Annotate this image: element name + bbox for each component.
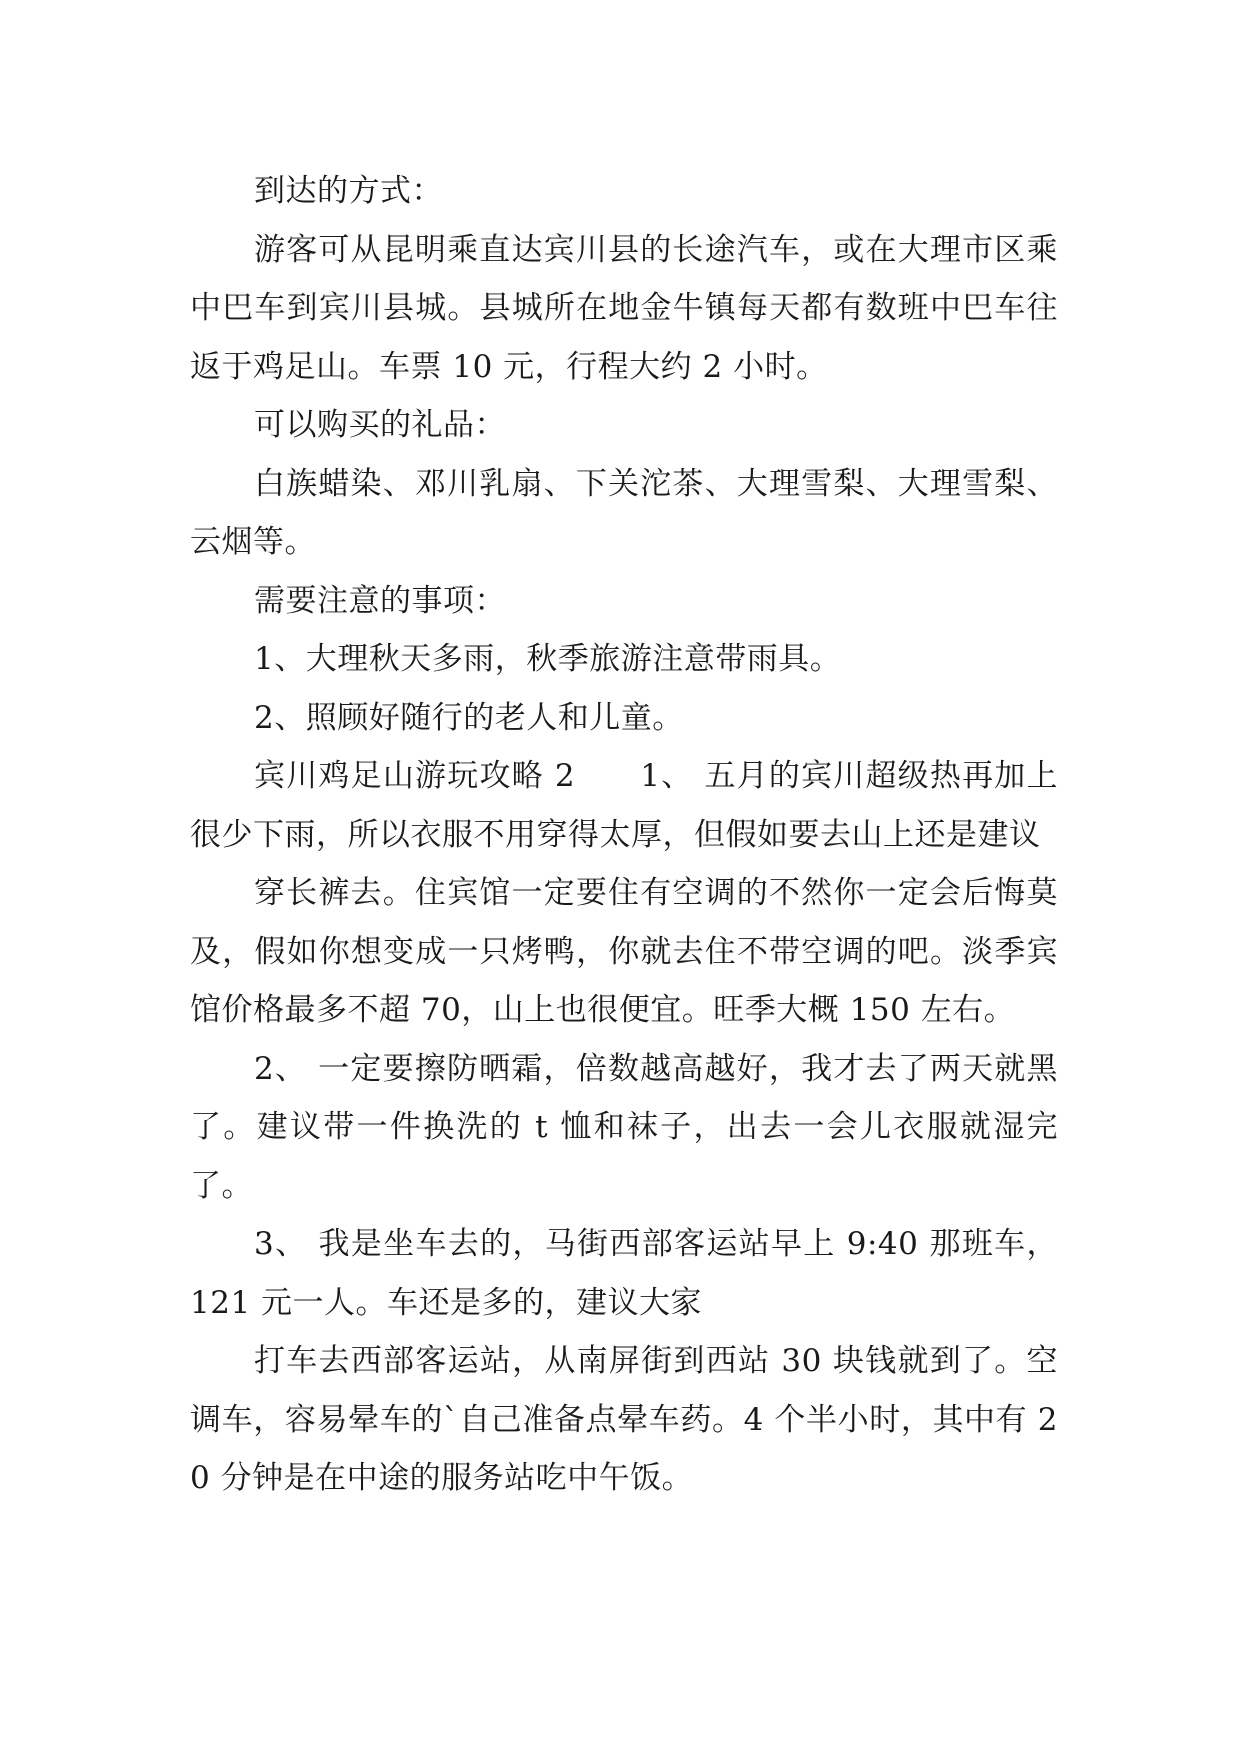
paragraph-note-1: 1、大理秋天多雨，秋季旅游注意带雨具。 xyxy=(254,641,842,677)
paragraph-gifts-heading: 可以购买的礼品： xyxy=(254,407,506,443)
paragraph-guide-sunscreen: 2、 一定要擦防晒霜，倍数越高越好，我才去了两天就黑了。建议带一件换洗的 t 恤和袜子，出去一会儿衣服就湿完了。 xyxy=(190,1050,1058,1204)
paragraph-notes-heading: 需要注意的事项： xyxy=(254,582,506,619)
paragraph-gifts-text: 白族蜡染、邓川乳扇、下关沱茶、大理雪梨、大理雪梨、云烟等。 xyxy=(190,465,1058,560)
paragraph-guide-hotel: 穿长裤去。住宾馆一定要住有空调的不然你一定会后悔莫及，假如你想变成一只烤鸭，你就去住不带空调的吧。淡季宾馆价格最多不超 70，山上也很便宜。旺季大概 150 左右。 xyxy=(190,875,1058,1028)
paragraph-note-2: 2、照顾好随行的老人和儿童。 xyxy=(254,699,684,736)
document-body xyxy=(190,162,1058,1508)
paragraph-arrival-text: 游客可从昆明乘直达宾川县的长途汽车，或在大理市区乘中巴车到宾川县城。县城所在地金牛镇每天都有数班中巴车往返于鸡足山。车票 10 元，行程大约 2 小时。 xyxy=(190,231,1058,385)
paragraph-guide-bus: 3、 我是坐车去的，马街西部客运站早上 9:40 那班车，121 元一人。车还是多的，建议大家 xyxy=(190,1226,1058,1321)
paragraph-arrival-heading: 到达的方式： xyxy=(254,173,443,209)
paragraph-guide-2-intro: 宾川鸡足山游玩攻略 2 1、 五月的宾川超级热再加上很少下雨，所以衣服不用穿得太厚，但假如要去山上还是建议 xyxy=(190,758,1058,853)
paragraph-guide-taxi: 打车去西部客运站，从南屏街到西站 30 块钱就到了。空调车，容易晕车的`自己准备点晕车药。4 个半小时，其中有 20 分钟是在中途的服务站吃中午饭。 xyxy=(190,1343,1058,1496)
